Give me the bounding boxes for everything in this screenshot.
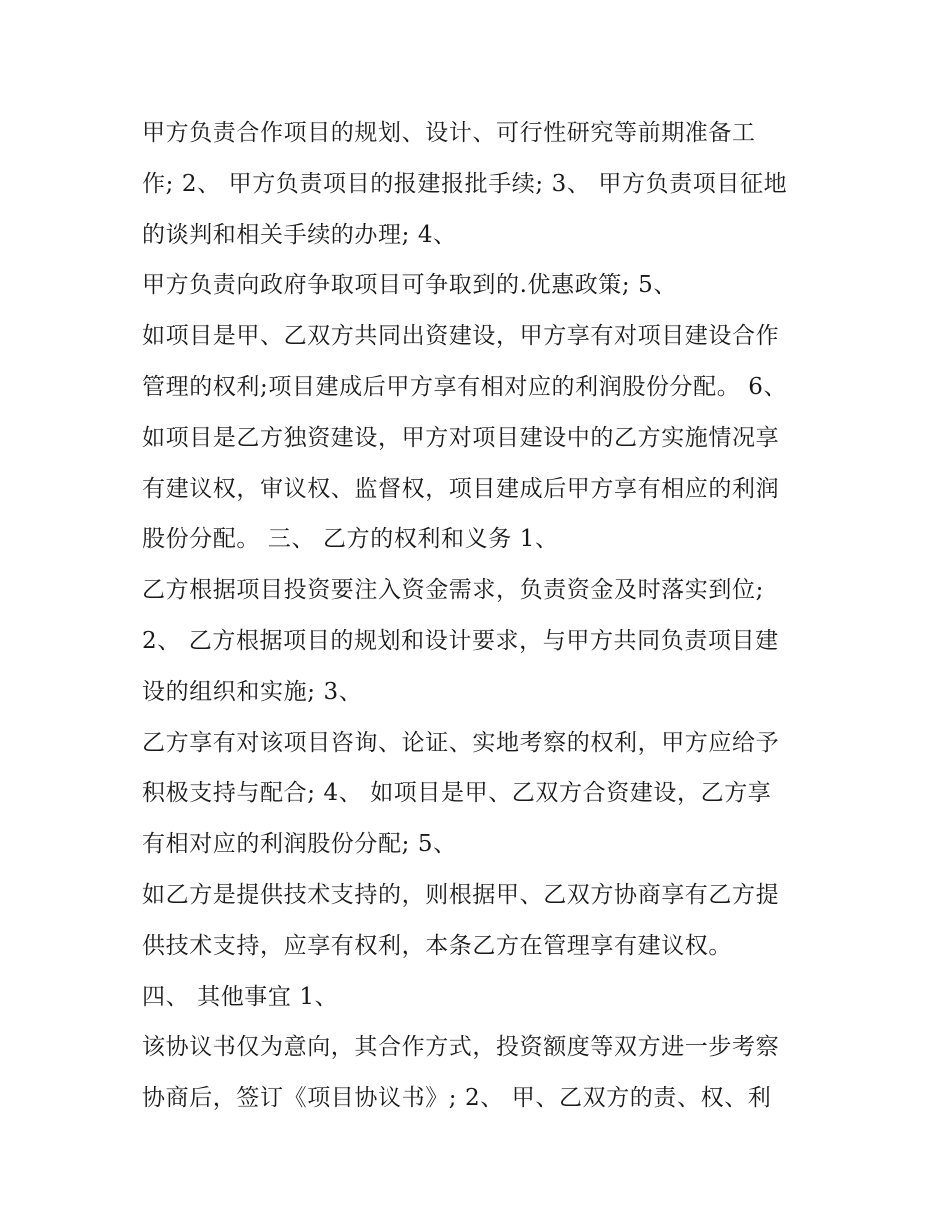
text-line: 如项目是乙方独资建设，甲方对项目建设中的乙方实施情况享 [142,424,780,451]
text-line: 供技术支持，应享有权利，本条乙方在管理享有建议权。 [142,932,732,959]
text-line: 如乙方是提供技术支持的，则根据甲、乙双方协商享有乙方提 [142,881,780,908]
text-line: 四、 其他事宜 1、 [142,983,339,1010]
text-line: 股份分配。 三、 乙方的权利和义务 1、 [142,526,559,553]
text-line: 积极支持与配合; 4、 如项目是甲、乙双方合资建设，乙方享 [142,780,772,807]
text-line: 作; 2、 甲方负责项目的报建报批手续; 3、 甲方负责项目征地 [142,170,788,197]
text-line: 该协议书仅为意向，其合作方式，投资额度等双方进一步考察 [142,1034,780,1061]
text-line: 有相对应的利润股份分配; 5、 [142,831,457,858]
text-line: 的谈判和相关手续的办理; 4、 [142,221,457,248]
text-line: 设的组织和实施; 3、 [142,678,363,705]
text-line: 2、 乙方根据项目的规划和设计要求，与甲方共同负责项目建 [142,627,779,654]
text-line: 乙方享有对该项目咨询、论证、实地考察的权利，甲方应给予 [142,729,780,756]
text-line: 管理的权利;项目建成后甲方享有相对应的利润股份分配。 6、 [142,373,788,400]
text-line: 有建议权，审议权、监督权，项目建成后甲方享有相应的利润 [142,475,780,502]
text-line: 如项目是甲、乙双方共同出资建设，甲方享有对项目建设合作 [142,323,780,350]
text-line: 甲方负责向政府争取项目可争取到的.优惠政策; 5、 [142,272,678,299]
document-body [142,108,822,1124]
text-line: 甲方负责合作项目的规划、设计、可行性研究等前期准备工 [142,120,756,146]
text-line: 乙方根据项目投资要注入资金需求，负责资金及时落实到位; [142,577,764,604]
text-line: 协商后，签订《项目协议书》; 2、 甲、乙双方的责、权、利 [142,1085,772,1112]
